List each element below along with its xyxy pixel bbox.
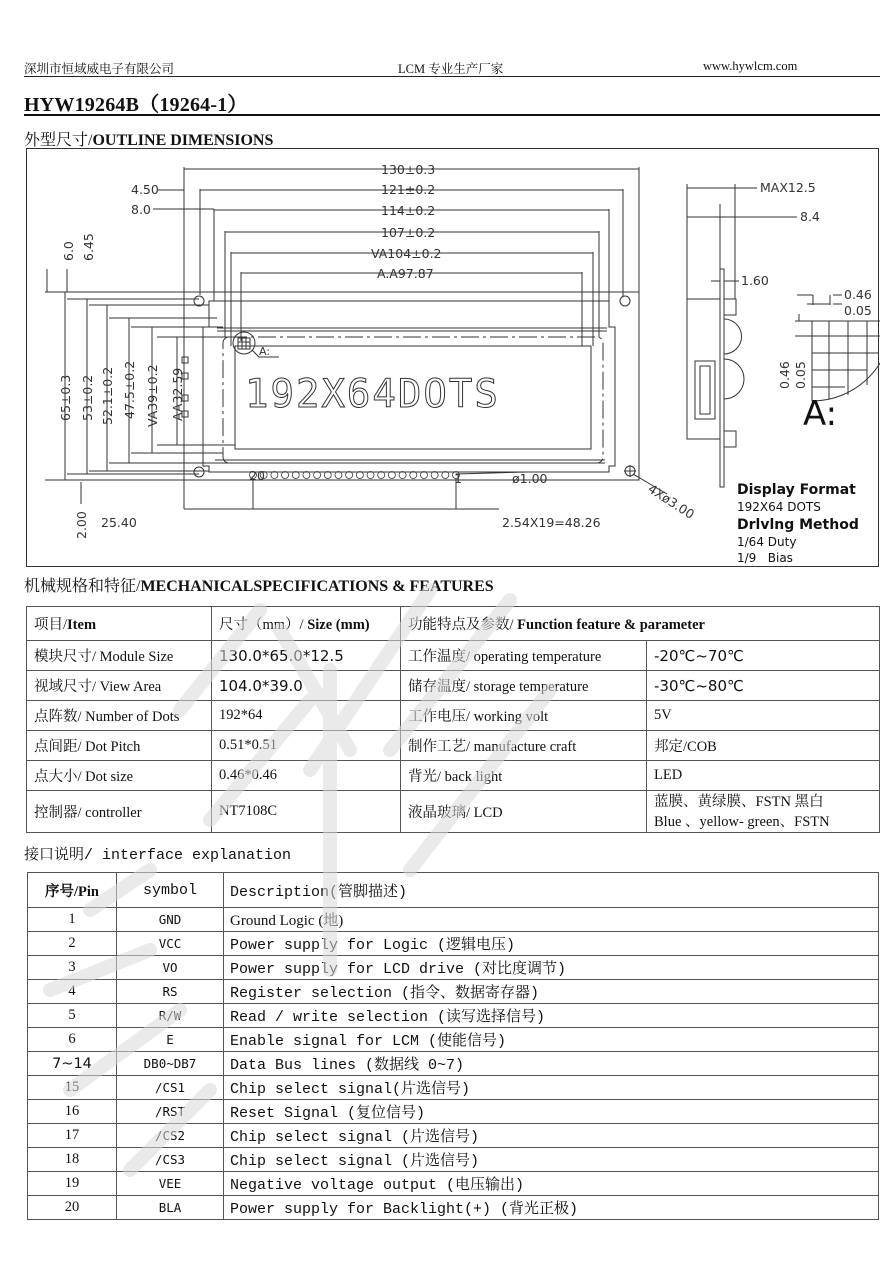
dim-2-00: 2.00	[74, 511, 89, 539]
display-format-value: 192X64 DOTS	[737, 500, 821, 514]
pin-description: Negative voltage output (电压输出)	[224, 1172, 879, 1196]
pin-number: 7~14	[28, 1052, 117, 1076]
pin-symbol: GND	[117, 908, 224, 932]
pin-number: 19	[28, 1172, 117, 1196]
header-symbol: symbol	[117, 873, 224, 908]
pin-row	[28, 932, 879, 956]
pin-number: 1	[28, 908, 117, 932]
mount-hole	[194, 467, 204, 477]
cell-feature: 工作电压/ working volt	[401, 701, 647, 731]
pin-number: 16	[28, 1100, 117, 1124]
dimension-drawing-svg	[27, 149, 880, 568]
detail-label: A:	[259, 345, 271, 358]
pin-symbol: VCC	[117, 932, 224, 956]
pin-number: 17	[28, 1124, 117, 1148]
dim-121: 121±0.2	[381, 182, 436, 197]
dim-max12-5: MAX12.5	[760, 180, 816, 195]
dim-va104: VA104±0.2	[371, 246, 442, 261]
cell-feature: 背光/ back light	[401, 761, 647, 791]
pin-description: Chip select signal (片选信号)	[224, 1124, 879, 1148]
cell-item: 控制器/ controller	[27, 791, 212, 833]
pin-number: 5	[28, 1004, 117, 1028]
table-header-row	[28, 873, 879, 908]
pin-symbol: VO	[117, 956, 224, 980]
pin-hole	[292, 472, 299, 479]
dim-130: 130±0.3	[381, 162, 436, 177]
pin-hole	[399, 472, 406, 479]
page-title: HYW19264B（19264-1）	[24, 88, 880, 116]
pin-label-1: 1	[454, 471, 462, 486]
header-pin: 序号/Pin	[28, 873, 117, 908]
pin-row	[28, 1100, 879, 1124]
cell-value: 5V	[647, 701, 880, 731]
pin-number: 2	[28, 932, 117, 956]
dim-8-4: 8.4	[800, 209, 820, 224]
dim-53: 53±0.2	[80, 374, 95, 421]
display-text: 192X64DOTS	[245, 372, 500, 417]
pin-hole	[314, 472, 321, 479]
pin-hole	[282, 472, 289, 479]
cell-value: 邦定/COB	[647, 731, 880, 761]
pin-symbol: BLA	[117, 1196, 224, 1220]
pin-hole	[431, 472, 438, 479]
cell-feature: 储存温度/ storage temperature	[401, 671, 647, 701]
dim-0-46-v: 0.46	[777, 361, 792, 389]
pin-hole	[378, 472, 385, 479]
table-row	[27, 641, 880, 671]
pin-hole	[388, 472, 395, 479]
pin-description: Register selection (指令、数据寄存器)	[224, 980, 879, 1004]
pin-row	[28, 956, 879, 980]
pin-hole	[367, 472, 374, 479]
pin-hole	[335, 472, 342, 479]
cell-item: 视域尺寸/ View Area	[27, 671, 212, 701]
dim-6-45: 6.45	[81, 233, 96, 261]
pin-row	[28, 1172, 879, 1196]
side-view-pcb	[720, 269, 724, 487]
dim-8-0: 8.0	[131, 202, 151, 217]
table-header-row	[27, 607, 880, 641]
pin-label-20: 20	[249, 468, 265, 483]
cell-size: 192*64	[212, 701, 401, 731]
cell-feature: 制作工艺/ manufacture craft	[401, 731, 647, 761]
dim-114: 114±0.2	[381, 203, 436, 218]
pin-number: 18	[28, 1148, 117, 1172]
pin-symbol: VEE	[117, 1172, 224, 1196]
dim-65: 65±0.3	[58, 374, 73, 421]
cell-value: -30℃~80℃	[647, 671, 880, 701]
cell-size: 0.46*0.46	[212, 761, 401, 791]
interface-heading: 接口说明/ interface explanation	[24, 847, 292, 864]
pin-row	[28, 1196, 879, 1220]
cell-value-cn: 蓝膜、黄绿膜、FSTN 黑白	[654, 793, 824, 810]
interface-table	[27, 872, 879, 1220]
cell-item: 模块尺寸/ Module Size	[27, 641, 212, 671]
pin-description: Enable signal for LCM (使能信号)	[224, 1028, 879, 1052]
pin-symbol: DB0~DB7	[117, 1052, 224, 1076]
pin-row	[28, 1052, 879, 1076]
cell-feature: 液晶玻璃/ LCD	[401, 791, 647, 833]
cell-value: -20℃~70℃	[647, 641, 880, 671]
pin-row	[28, 1076, 879, 1100]
cell-item: 点间距/ Dot Pitch	[27, 731, 212, 761]
mechanical-spec-table	[26, 606, 880, 833]
pin-symbol: E	[117, 1028, 224, 1052]
detail-big-label: A:	[803, 394, 838, 434]
dim-aa97: A.A97.87	[377, 266, 434, 281]
pin-row	[28, 1124, 879, 1148]
pin-description: Ground Logic (地)	[224, 908, 879, 932]
dim-0-05-v: 0.05	[793, 361, 808, 389]
table-row	[27, 701, 880, 731]
pin-description: Power supply for LCD drive (对比度调节)	[224, 956, 879, 980]
driving-bias: 1/9 Bias	[737, 551, 793, 565]
mechanical-heading: 机械规格和特征/MECHANICALSPECIFICATIONS & FEATURES	[24, 578, 494, 595]
dim-47-5: 47.5±0.2	[122, 360, 137, 419]
dim-52-1: 52.1±0.2	[100, 366, 115, 425]
dim-pin-pitch: 2.54X19=48.26	[502, 515, 601, 530]
pin-symbol: R/W	[117, 1004, 224, 1028]
cell-item: 点阵数/ Number of Dots	[27, 701, 212, 731]
dim-4-50: 4.50	[131, 182, 159, 197]
cell-item: 点大小/ Dot size	[27, 761, 212, 791]
pin-number: 20	[28, 1196, 117, 1220]
pin-description: Power supply for Backlight(+) (背光正极)	[224, 1196, 879, 1220]
dim-0-05: 0.05	[844, 303, 872, 318]
header-item: 项目/Item	[27, 607, 212, 641]
driving-method-title: Drlvlng Method	[737, 517, 859, 533]
pin-row	[28, 980, 879, 1004]
dim-pin-diameter: ø1.00	[512, 471, 548, 486]
pin-hole	[356, 472, 363, 479]
pin-hole	[420, 472, 427, 479]
header-description: Description(管脚描述)	[224, 873, 879, 908]
dim-mount-holes: 4Xø3.00	[645, 480, 698, 522]
dim-va39: VA39±0.2	[145, 364, 160, 427]
pin-number: 6	[28, 1028, 117, 1052]
header-size: 尺寸（mm）/ Size (mm)	[212, 607, 401, 641]
pin-number: 3	[28, 956, 117, 980]
pin-row	[28, 1004, 879, 1028]
pin-row	[28, 908, 879, 932]
driving-duty: 1/64 Duty	[737, 535, 797, 549]
pin-hole	[271, 472, 278, 479]
pin-hole	[324, 472, 331, 479]
dim-1-60: 1.60	[741, 273, 769, 288]
detail-marker	[233, 332, 255, 354]
pin-symbol: /CS2	[117, 1124, 224, 1148]
outline-heading: 外型尺寸/OUTLINE DIMENSIONS	[24, 132, 274, 149]
dim-25-40: 25.40	[101, 515, 137, 530]
dim-0-46: 0.46	[844, 287, 872, 302]
pin-row	[28, 1148, 879, 1172]
pin-description: Read / write selection (读写选择信号)	[224, 1004, 879, 1028]
outline-drawing	[26, 148, 879, 567]
dim-6-0: 6.0	[61, 241, 76, 261]
website-link[interactable]: www.hywlcm.com	[703, 59, 798, 73]
pin-description: Power supply for Logic (逻辑电压)	[224, 932, 879, 956]
cell-feature: 工作温度/ operating temperature	[401, 641, 647, 671]
pin-hole	[303, 472, 310, 479]
dim-107: 107±0.2	[381, 225, 436, 240]
pin-row	[28, 1028, 879, 1052]
pin-symbol: RS	[117, 980, 224, 1004]
table-row	[27, 731, 880, 761]
cell-value-en: Blue 、yellow- green、FSTN	[654, 813, 830, 830]
pin-symbol: /CS1	[117, 1076, 224, 1100]
dim-aa32: AA32.59	[170, 367, 185, 421]
table-row	[27, 671, 880, 701]
cell-value: LED	[647, 761, 880, 791]
header-function: 功能特点及参数/ Function feature & parameter	[401, 607, 880, 641]
pin-description: Reset Signal (复位信号)	[224, 1100, 879, 1124]
pin-symbol: /RST	[117, 1100, 224, 1124]
pin-number: 4	[28, 980, 117, 1004]
pin-description: Data Bus lines (数据线 0~7)	[224, 1052, 879, 1076]
cell-size: 104.0*39.0	[212, 671, 401, 701]
table-row	[27, 761, 880, 791]
pin-hole	[442, 472, 449, 479]
pin-circles	[250, 472, 460, 479]
pin-hole	[346, 472, 353, 479]
page-header	[24, 58, 880, 77]
table-row	[27, 791, 880, 833]
pin-description: Chip select signal (片选信号)	[224, 1148, 879, 1172]
pin-symbol: /CS3	[117, 1148, 224, 1172]
cell-size: 0.51*0.51	[212, 731, 401, 761]
pin-hole	[410, 472, 417, 479]
cell-size: NT7108C	[212, 791, 401, 833]
cell-size: 130.0*65.0*12.5	[212, 641, 401, 671]
header-tagline: LCM 专业生产厂家	[398, 62, 504, 76]
company-name: 深圳市恒域威电子有限公司	[24, 62, 175, 76]
mount-hole	[620, 296, 630, 306]
cell-value	[647, 791, 880, 833]
pin-number: 15	[28, 1076, 117, 1100]
pin-description: Chip select signal(片选信号)	[224, 1076, 879, 1100]
display-format-title: Display Format	[737, 482, 856, 498]
